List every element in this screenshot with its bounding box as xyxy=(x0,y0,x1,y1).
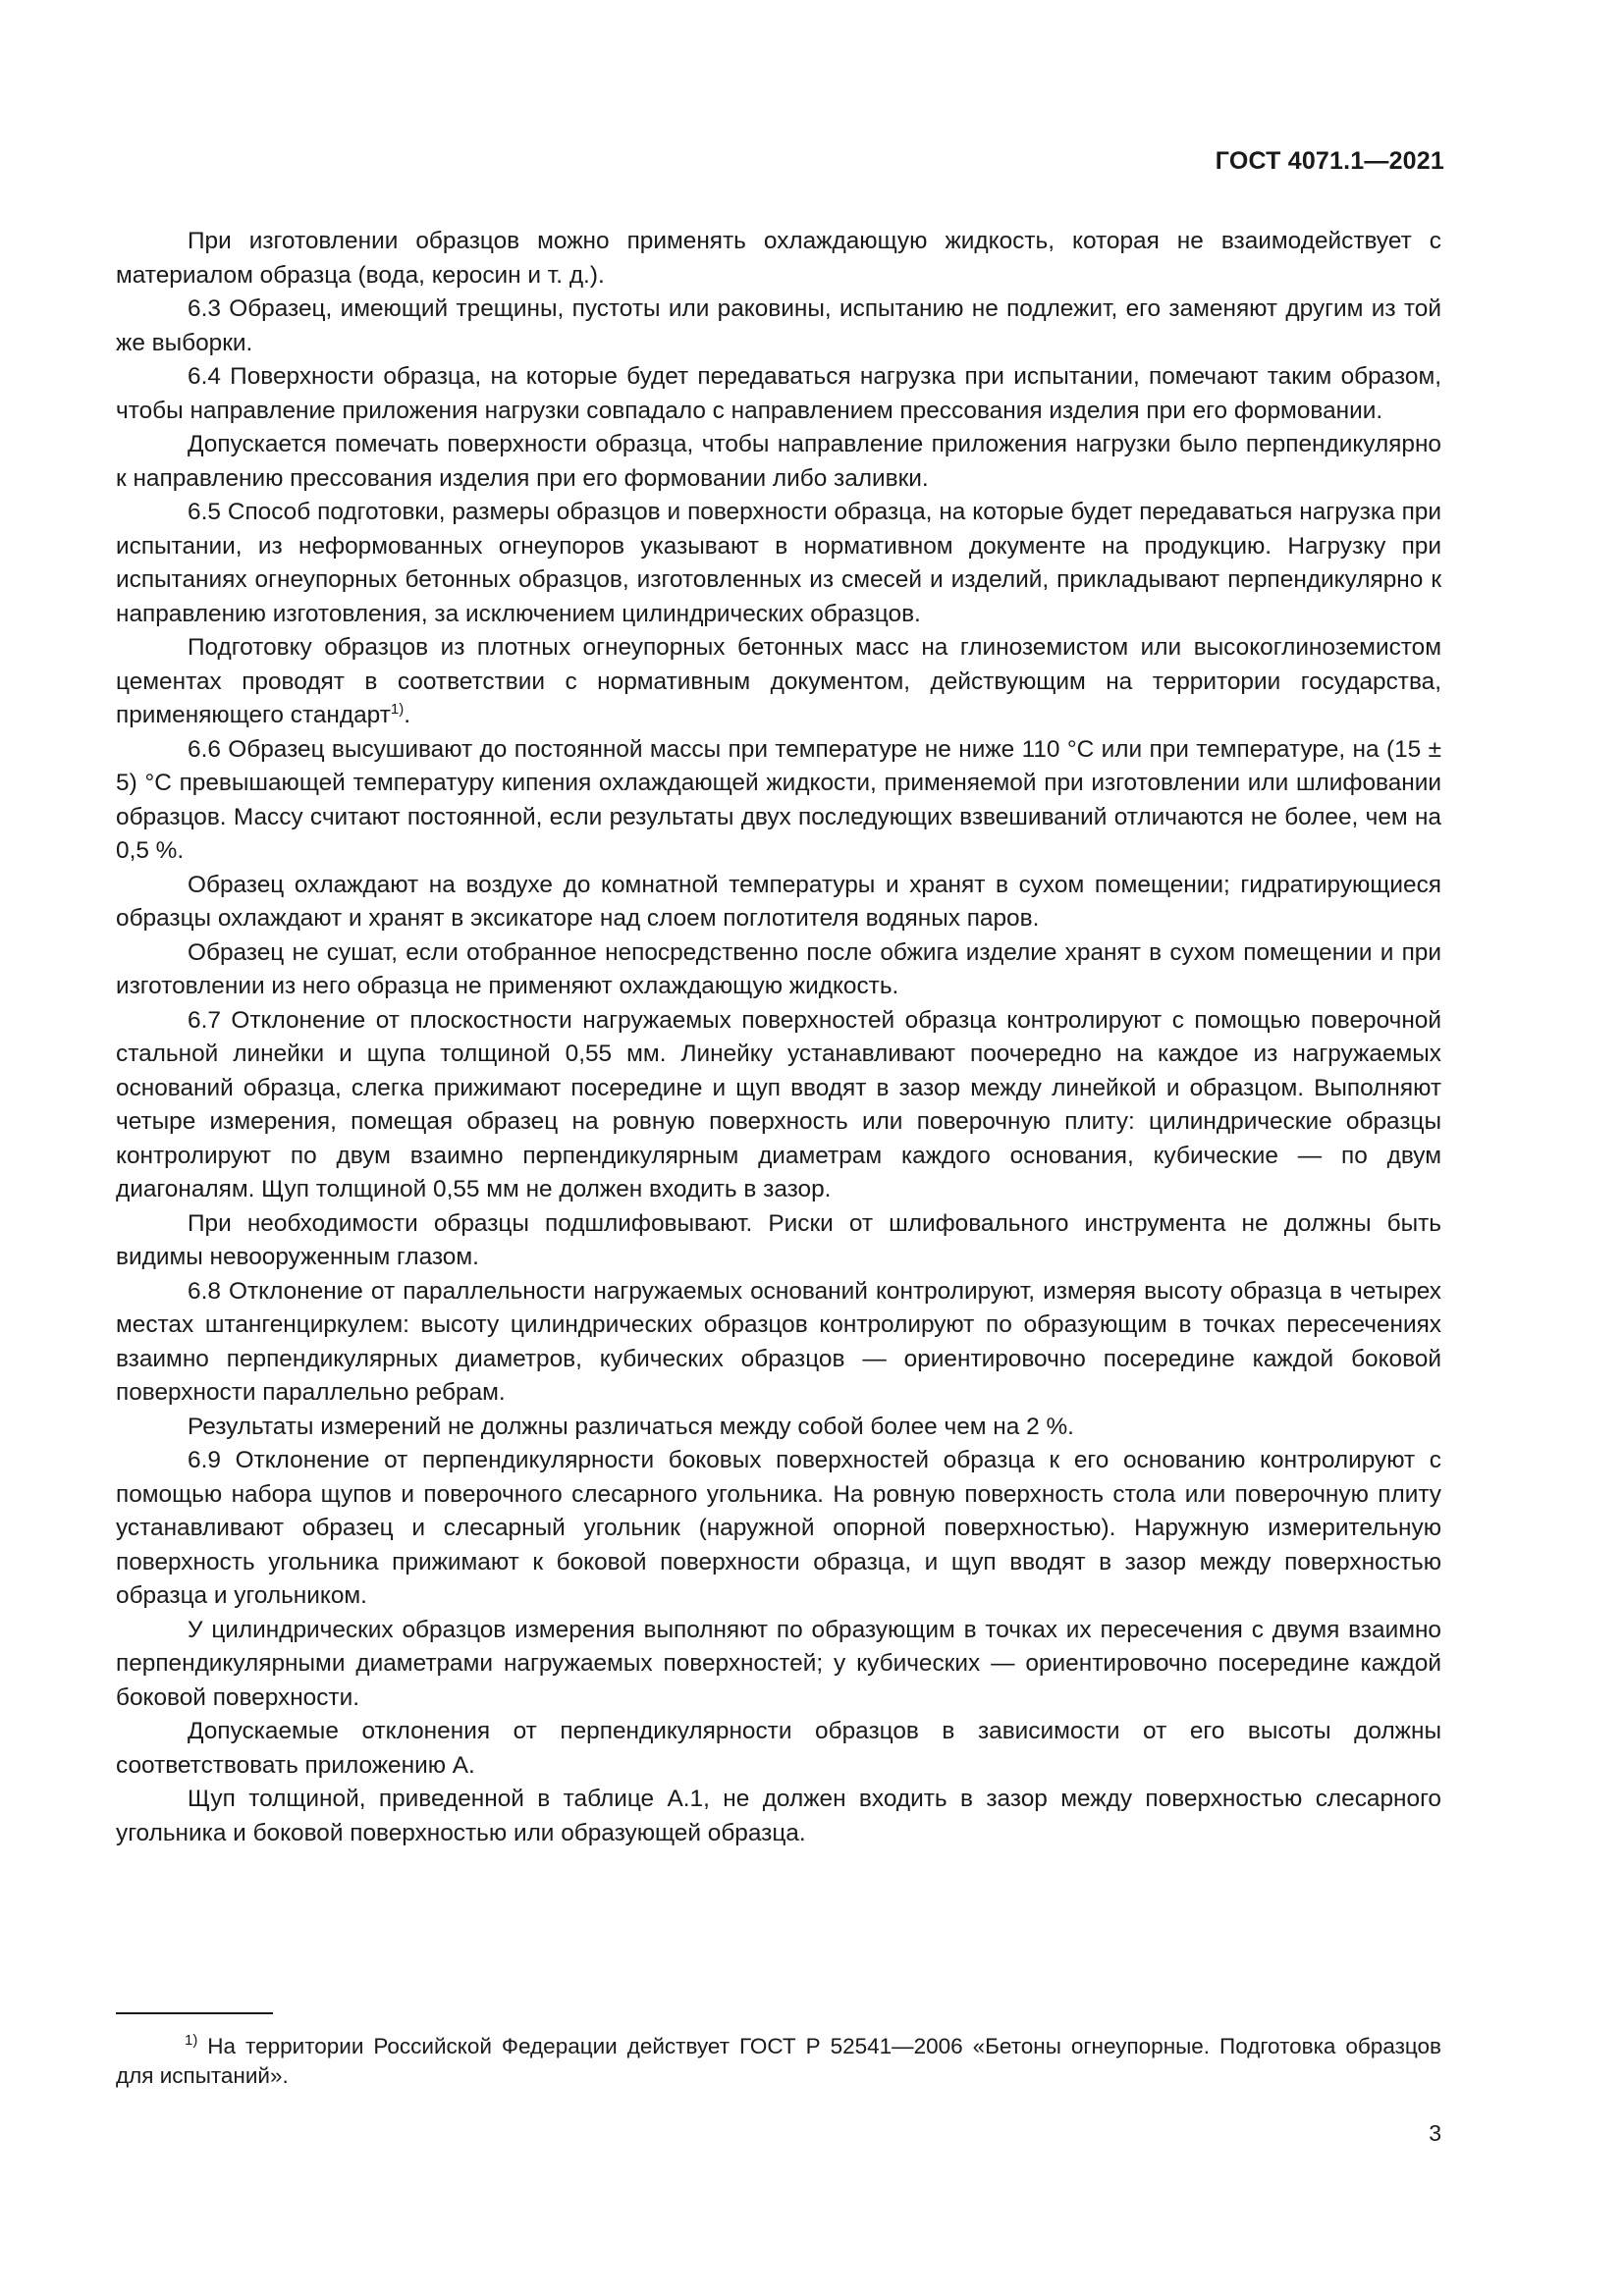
paragraph-with-footnote-ref xyxy=(116,631,1441,733)
footnote xyxy=(116,2032,1441,2091)
paragraph: При необходимости образцы подшлифовывают. Риски от шлифовального инструмента не должны быть видимы невооруженным глазом. xyxy=(116,1209,1441,1270)
paragraph-end-punctuation: . xyxy=(404,702,411,728)
paragraph: Образец не сушат, если отобранное непосредственно после обжига изделие хранят в сухом помещении и при изготовлении из него образца не применяют охлаждающую жидкость. xyxy=(116,938,1441,999)
document-designation: ГОСТ 4071.1—2021 xyxy=(1215,147,1444,175)
page-number: 3 xyxy=(1429,2120,1441,2146)
footnote-reference[interactable]: 1) xyxy=(390,701,405,718)
paragraph: 6.9 Отклонение от перпендикулярности боковых поверхностей образца к его основанию контролируют с помощью набора щупов и поверочного слесарного угольника. На ровную поверхность стола или поверочную плиту устанавливают образец и слесарный угольник (наружной опорной поверхностью). Наружную измерительную поверхность угольника прижимают к боковой поверхности образца, и щуп вводят в зазор между поверхностью образца и угольником. xyxy=(116,1447,1441,1609)
paragraph: 6.6 Образец высушивают до постоянной массы при температуре не ниже 110 °С или при температуре, на (15 ± 5) °С превышающей температуру кипения охлаждающей жидкости, применяемой при изготовлении или шлифовании образцов. Массу считают постоянной, если результаты двух последующих взвешиваний отличаются не более, чем на 0,5 %. xyxy=(116,735,1441,864)
paragraph: Допускается помечать поверхности образца, чтобы направление приложения нагрузки было перпендикулярно к направлению прессования изделия при его формовании либо заливки. xyxy=(116,431,1441,492)
footnote-marker: 1) xyxy=(185,2032,198,2049)
footnote-separator xyxy=(116,2012,273,2014)
paragraph: Образец охлаждают на воздухе до комнатной температуры и хранят в сухом помещении; гидратирующиеся образцы охлаждают и хранят в эксикаторе над слоем поглотителя водяных паров. xyxy=(116,871,1441,932)
paragraph: Щуп толщиной, приведенной в таблице А.1, не должен входить в зазор между поверхностью слесарного угольника и боковой поверхностью или образующей образца. xyxy=(116,1786,1441,1846)
footnote-text: На территории Российской Федерации действует ГОСТ Р 52541—2006 «Бетоны огнеупорные. Подготовка образцов для испытаний». xyxy=(116,2034,1441,2088)
footnote-paragraph xyxy=(116,2032,1441,2091)
paragraph: 6.7 Отклонение от плоскостности нагружаемых поверхностей образца контролируют с помощью поверочной стальной линейки и щупа толщиной 0,55 мм. Линейку устанавливают поочередно на каждое из нагружаемых оснований образца, слегка прижимают посередине и щуп вводят в зазор между линейкой и образцом. Выполняют четыре измерения, помещая образец на ровную поверхность или поверочную плиту: цилиндрические образцы контролируют по двум взаимно перпендикулярным диаметрам каждого основания, кубические — по двум диагоналям. Щуп толщиной 0,55 мм не должен входить в зазор. xyxy=(116,1006,1441,1202)
main-text xyxy=(116,225,1441,1850)
paragraph-text: Подготовку образцов из плотных огнеупорных бетонных масс на глиноземистом или высокоглиноземистом цементах проводят в соответствии с нормативным документом, действующим на территории государства, применяющего стандарт xyxy=(116,634,1441,728)
paragraph: У цилиндрических образцов измерения выполняют по образующим в точках их пересечения с двумя взаимно перпендикулярными диаметрами нагружаемых поверхностей; у кубических — ориентировочно посередине каждой боковой поверхности. xyxy=(116,1616,1441,1711)
paragraph: Результаты измерений не должны различаться между собой более чем на 2 %. xyxy=(188,1413,1074,1440)
paragraph: 6.3 Образец, имеющий трещины, пустоты или раковины, испытанию не подлежит, его заменяют другим из той же выборки. xyxy=(116,295,1441,356)
paragraph: Допускаемые отклонения от перпендикулярности образцов в зависимости от его высоты должны соответствовать приложению А. xyxy=(116,1718,1441,1779)
paragraph: 6.4 Поверхности образца, на которые будет передаваться нагрузка при испытании, помечают таким образом, чтобы направление приложения нагрузки совпадало с направлением прессования изделия при его формовании. xyxy=(116,363,1441,424)
paragraph: 6.8 Отклонение от параллельности нагружаемых оснований контролируют, измеряя высоту образца в четырех местах штангенциркулем: высоту цилиндрических образцов контролируют по образующим в точках пересечениях взаимно перпендикулярных диаметров, кубических образцов — ориентировочно посередине каждой боковой поверхности параллельно ребрам. xyxy=(116,1277,1441,1406)
paragraph: При изготовлении образцов можно применять охлаждающую жидкость, которая не взаимодействует с материалом образца (вода, керосин и т. д.). xyxy=(116,228,1441,289)
paragraph: 6.5 Способ подготовки, размеры образцов и поверхности образца, на которые будет передаваться нагрузка при испытании, из неформованных огнеупоров указывают в нормативном документе на продукцию. Нагрузку при испытаниях огнеупорных бетонных образцов, изготовленных из смесей и изделий, прикладывают перпендикулярно к направлению изготовления, за исключением цилиндрических образцов. xyxy=(116,499,1441,627)
